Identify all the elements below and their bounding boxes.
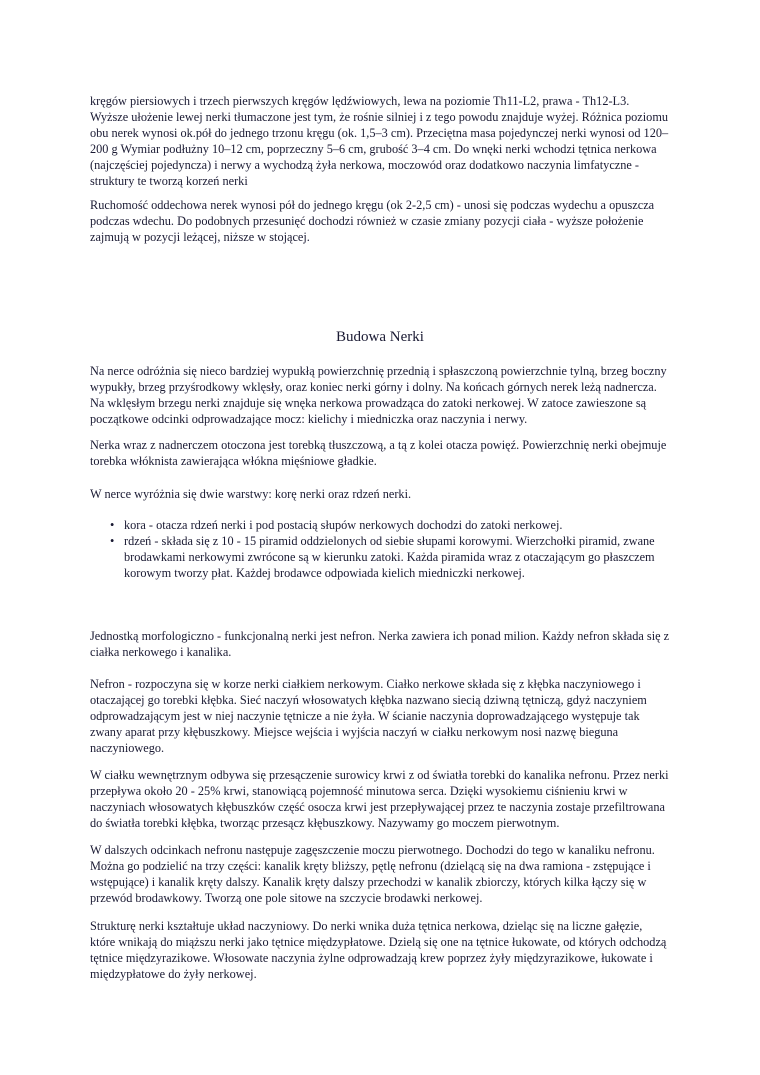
paragraph-nephron-unit: Jednostką morfologiczno - funkcjonalną nerki jest nefron. Nerka zawiera ich ponad milion. Każdy nefron składa się z ciałka nerkowego i kanalika.: [90, 629, 670, 659]
paragraph-kidney-position: kręgów piersiowych i trzech pierwszych kręgów lędźwiowych, lewa na poziomie Th11-L2, prawa - Th12-L3. Wyższe ułożenie lewej nerki tłumaczone jest tym, że rośnie silniej i z tego powodu znajduje wyżej. Różnica poziomu obu nerek wynosi ok.pół do jednego trzonu kręgu (ok. 1,5–3 cm). Przeciętna masa pojedynczej nerki wynosi od 120–200 g Wymiar podłużny 10–12 cm, poprzeczny 5–6 cm, grubość 3–4 cm. Do wnęki nerki wchodzi tętnica nerkowa (najczęściej pojedyncza) i nerwy a wychodzą żyła nerkowa, moczowód oraz dodatkowo naczynia limfatyczne - struktury te tworzą korzeń nerki: [90, 94, 669, 188]
section-heading: Budowa Nerki: [336, 329, 424, 345]
paragraph-tubules: W dalszych odcinkach nefronu następuje zagęszczenie moczu pierwotnego. Dochodzi do tego w kanaliku nefronu. Można go podzielić na trzy części: kanalik kręty bliższy, pętlę nefronu (dzielącą się na dwa ramiona - zstępujące i wstępujące) i kanalik kręty dalszy. Kanalik kręty dalszy przechodzi w kanalik zbiorczy, których kilka łączy się w przewód brodawkowy. Tworzą one pole sitowe na szczycie brodawki nerkowej.: [90, 843, 655, 905]
paragraph-filtration: W ciałku wewnętrznym odbywa się przesączenie surowicy krwi z od światła torebki do kanalika nefronu. Przez nerki przepływa około 20 - 25% krwi, stanowiącą pojemność minutowa serca. Dzięki wysokiemu ciśnieniu krwi w naczyniach włosowatych kłębuszków część osocza krwi jest przepływającej przez te naczynia zostaje przefiltrowana do światła torebki kłębka, tworząc przesącz kłębuszkowy. Nazywamy go moczem pierwotnym.: [90, 768, 669, 830]
paragraph-kidney-surfaces: Na nerce odróżnia się nieco bardziej wypukłą powierzchnię przednią i spłaszczoną powierzchnie tylną, brzeg boczny wypukły, brzeg przyśrodkowy wklęsły, oraz koniec nerki górny i dolny. Na końcach górnych nerek leżą nadnercza. Na wklęsłym brzegu nerki znajduje się wnęka nerkowa prowadząca do zatoki nerkowej. W zatoce zawieszone są początkowe odcinki odprowadzające mocz: kielichy i miedniczka oraz naczynia i nerwy.: [90, 364, 667, 426]
list-item: [90, 517, 670, 533]
paragraph-kidney-layers: W nerce wyróżnia się dwie warstwy: korę nerki oraz rdzeń nerki.: [90, 487, 412, 501]
paragraph-respiratory-mobility: Ruchomość oddechowa nerek wynosi pół do jednego kręgu (ok 2-2,5 cm) - unosi się podczas wydechu a opuszcza podczas wdechu. Do podobnych przesunięć dochodzi również w czasie zmiany pozycji ciała - wyższe położenie zajmują w pozycji leżącej, niższe w stojącej.: [90, 198, 655, 244]
list-item: [90, 533, 670, 581]
bullet-icon: •: [110, 518, 115, 532]
bullet-icon: •: [110, 534, 115, 548]
paragraph-kidney-capsule: Nerka wraz z nadnerczem otoczona jest torebką tłuszczową, a tą z kolei otacza powięź. Powierzchnię nerki obejmuje torebka włóknista zawierająca włókna mięśniowe gładkie.: [90, 438, 667, 468]
paragraph-nephron-glomerulus: Nefron - rozpoczyna się w korze nerki ciałkiem nerkowym. Ciałko nerkowe składa się z kłębka naczyniowego i otaczającej go torebki kłębka. Sieć naczyń włosowatych kłębka nazwano siecią dziwną tętniczą, gdyż naczyniem odprowadzającym jest w niej naczynie tętnicze a nie żyła. W ścianie naczynia doprowadzającego występuje tak zwany aparat przy kłębuszkowy. Miejsce wejścia i wyjścia naczyń w ciałku nerkowym nosi nazwę bieguna naczyniowego.: [90, 677, 647, 755]
bullet-text-cortex: kora - otacza rdzeń nerki i pod postacią słupów nerkowych dochodzi do zatoki nerkowej.: [124, 518, 563, 532]
bullet-text-medulla: rdzeń - składa się z 10 - 15 piramid oddzielonych od siebie słupami korowymi. Wierzchołki piramid, zwane brodawkami nerkowymi zwrócone są w kierunku zatoki. Każda piramida wraz z otaczającym go płaszczem korowym tworzy płat. Każdej brodawce odpowiada kielich miedniczki nerkowej.: [124, 534, 655, 580]
paragraph-vascular-system: Strukturę nerki kształtuje układ naczyniowy. Do nerki wnika duża tętnica nerkowa, dzieląc się na liczne gałęzie, które wnikają do miąższu nerki jako tętnice międzypłatowe. Dzielą się one na tętnice łukowate, od których odchodzą tętnice międzyrazikowe. Włosowate naczynia żylne odprowadzają krew poprzez żyły międzyrazikowe, łukowate i międzypłatowe do żyły nerkowej.: [90, 919, 667, 981]
layers-bullet-list: [90, 517, 670, 581]
